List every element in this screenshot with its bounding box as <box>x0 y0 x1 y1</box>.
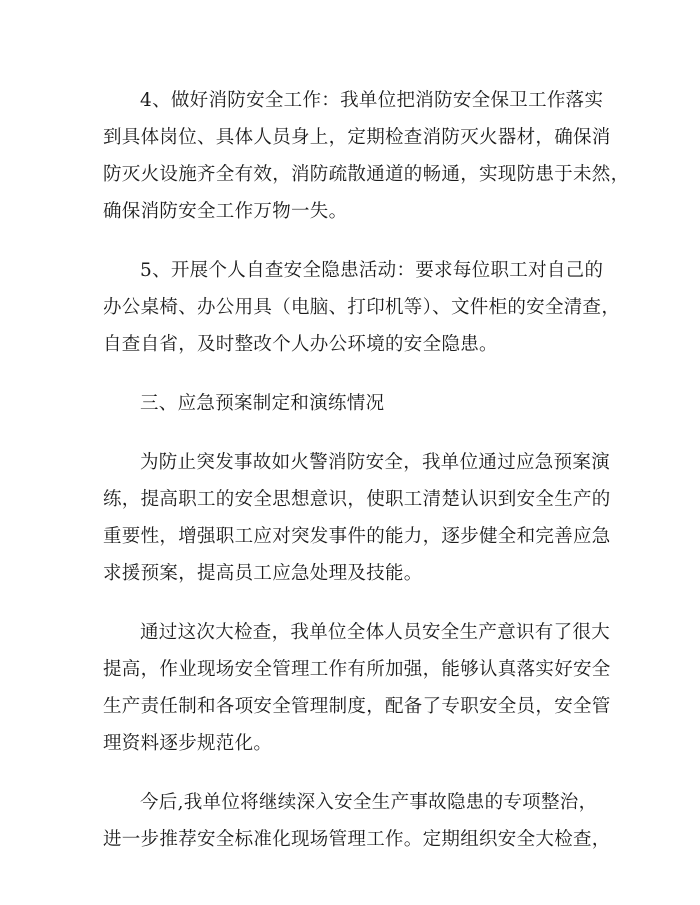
text-line: 今后,我单位将继续深入安全生产事故隐患的专项整治， <box>140 792 598 813</box>
text-line: 5、开展个人自查安全隐患活动：要求每位职工对自己的 <box>140 260 604 281</box>
paragraph-future-plan <box>103 784 611 858</box>
text-line: 提高，作业现场安全管理工作有所加强，能够认真落实好安全 <box>103 659 611 680</box>
paragraph-inspection-result <box>103 614 611 762</box>
text-line: 自查自省，及时整改个人办公环境的安全隐患。 <box>103 334 498 355</box>
paragraph-fire-safety <box>103 82 630 230</box>
paragraph-self-inspection <box>103 252 621 363</box>
text-line: 为防止突发事故如火警消防安全，我单位通过应急预案演 <box>140 452 611 473</box>
document-body <box>103 82 630 880</box>
text-line: 重要性，增强职工应对突发事件的能力，逐步健全和完善应急 <box>103 526 611 547</box>
text-line: 三、应急预案制定和演练情况 <box>140 393 385 414</box>
section-heading-emergency-plan <box>103 385 603 422</box>
text-line: 防灭火设施齐全有效，消防疏散通道的畅通，实现防患于未然， <box>103 164 630 185</box>
text-line: 理资料逐步规范化。 <box>103 733 273 754</box>
text-line: 确保消防安全工作万物一失。 <box>103 201 348 222</box>
text-line: 练，提高职工的安全思想意识，使职工清楚认识到安全生产的 <box>103 489 611 510</box>
text-line: 求援预案，提高员工应急处理及技能。 <box>103 563 423 584</box>
text-line: 生产责任制和各项安全管理制度，配备了专职安全员，安全管 <box>103 696 611 717</box>
text-line: 办公桌椅、办公用具（电脑、打印机等）、文件柜的安全清查， <box>103 297 621 318</box>
text-line: 通过这次大检查，我单位全体人员安全生产意识有了很大 <box>140 622 611 643</box>
text-line: 4、做好消防安全工作：我单位把消防安全保卫工作落实 <box>140 90 604 111</box>
text-line: 进一步推荐安全标准化现场管理工作。定期组织安全大检查， <box>103 829 611 850</box>
text-line: 到具体岗位、具体人员身上，定期检查消防灭火器材，确保消 <box>103 127 611 148</box>
paragraph-emergency-drill <box>103 444 611 592</box>
